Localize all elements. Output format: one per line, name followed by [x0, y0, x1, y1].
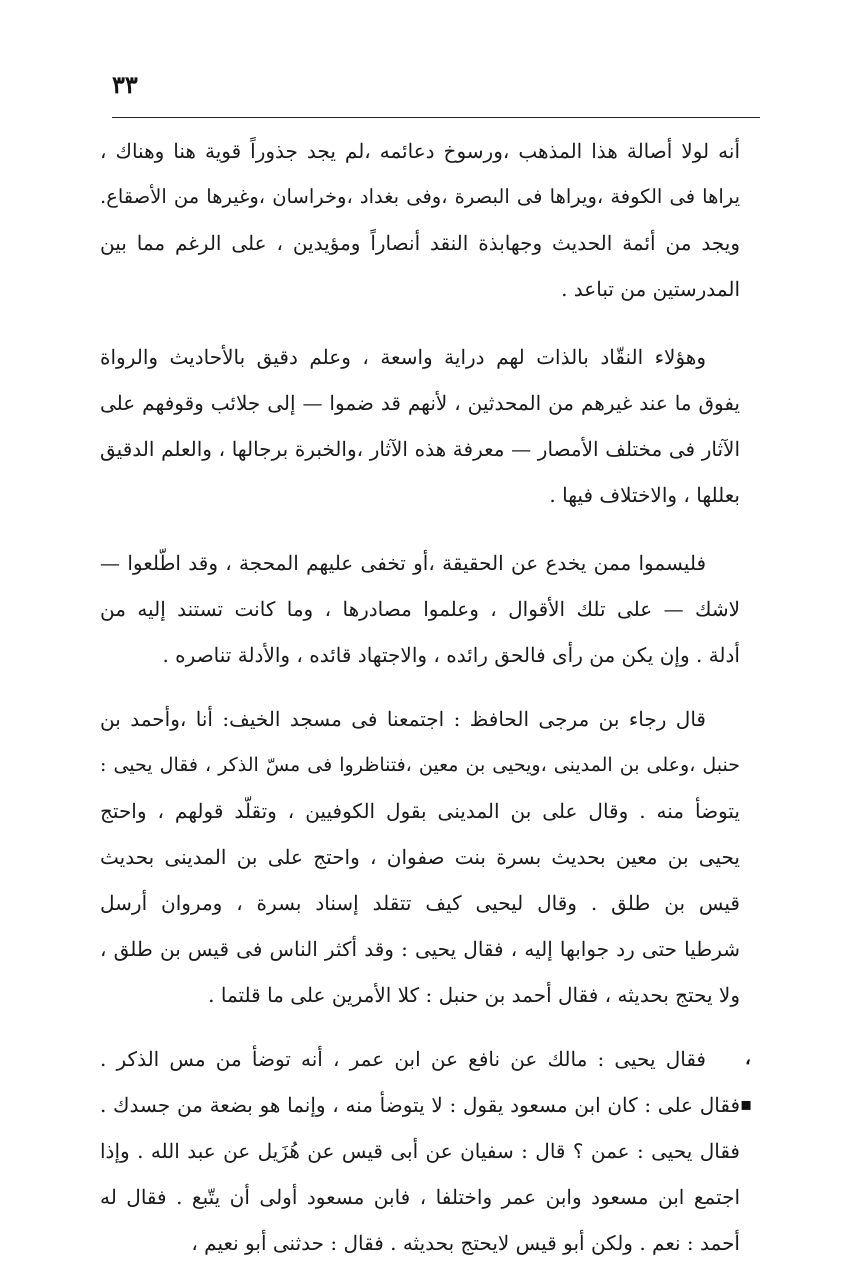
paragraph-gap [100, 312, 740, 334]
text-line: وهؤلاء النقّاد بالذات لهم دراية واسعة ، وعلم دقيق بالأحاديث والرواة [100, 345, 706, 369]
paragraph-gap [100, 518, 740, 540]
text-line: فقال يحيى : مالك عن نافع عن ابن عمر ، أنه توضأ من مس الذكر . [100, 1047, 706, 1071]
page-number: ٣٣ [112, 70, 138, 99]
text-line: يحيى بن معين بحديث بسرة بنت صفوان ، واحتج على بن المدينى بحديث [100, 845, 740, 869]
text-line: أدلة . وإن يكن من رأى فالحق رائده ، والاجتهاد قائده ، والأدلة تناصره . [162, 643, 740, 667]
text-line: ولا يحتج بحديثه ، فقال أحمد بن حنبل : كلا الأمرين على ما قلتما . [208, 983, 740, 1007]
paragraph-5 [100, 1036, 740, 1266]
text-line: المدرستين من تباعد . [561, 277, 740, 301]
text-line: فقال على : كان ابن مسعود يقول : لا يتوضأ منه ، وإنما هو بضعة من جسدك . [100, 1093, 740, 1117]
paragraph-4 [100, 696, 740, 1018]
text-line: قال رجاء بن مرجى الحافظ : اجتمعنا فى مسجد الخيف: أنا ،وأحمد بن [100, 707, 706, 731]
paragraph-2 [100, 334, 740, 518]
text-line: فقال يحيى : عمن ؟ قال : سفيان عن أبى قيس عن هُزَيل عن عبد الله . وإذا [100, 1139, 740, 1163]
text-line: لاشك — على تلك الأقوال ، وعلموا مصادرها ، وما كانت تستند إليه من [100, 597, 740, 621]
text-line: حنبل ،وعلى بن المدينى ،ويحيى بن معين ،فتناظروا فى مسّ الذكر ، فقال يحيى : [100, 754, 740, 776]
text-line: يتوضأ منه . وقال على بن المدينى بقول الكوفيين ، وتقلّد قولهم ، واحتج [100, 799, 740, 823]
header-rule [112, 117, 760, 118]
text-line: فليسموا ممن يخدع عن الحقيقة ،أو تخفى عليهم المحجة ، وقد اطّلعوا — [100, 551, 706, 575]
text-line: قيس بن طلق . وقال ليحيى كيف تتقلد إسناد بسرة ، ومروان أرسل [100, 891, 740, 915]
margin-mark: ، [745, 1048, 751, 1069]
paragraph-gap [100, 1018, 740, 1036]
text-line: أنه لولا أصالة هذا المذهب ،ورسوخ دعائمه ،لم يجد جذوراً قوية هنا وهناك ، [100, 139, 740, 163]
text-line: الآثار فى مختلف الأمصار — معرفة هذه الآثار ،والخبرة برجالها ، والعلم الدقيق [100, 437, 740, 461]
text-line: بعللها ، والاختلاف فيها . [549, 483, 740, 507]
paragraph-3 [100, 540, 740, 678]
text-line: يراها فى الكوفة ،ويراها فى البصرة ،وفى بغداد ،وخراسان ،وغيرها من الأصقاع. [100, 185, 740, 208]
text-line: أحمد : نعم . ولكن أبو قيس لايحتج بحديثه . فقال : حدثنى أبو نعيم ، [191, 1231, 740, 1255]
margin-mark: ▪ [740, 1094, 753, 1115]
text-line: يفوق ما عند غيرهم من المحدثين ، لأنهم قد ضموا — إلى جلائب وقوفهم على [100, 391, 740, 415]
text-line: ويجد من أئمة الحديث وجهابذة النقد أنصاراً ومؤيدين ، على الرغم مما بين [100, 231, 740, 255]
text-line: اجتمع ابن مسعود وابن عمر واختلفا ، فابن مسعود أولى أن يتّبع . فقال له [100, 1185, 740, 1209]
paragraph-gap [100, 678, 740, 696]
text-line: شرطيا حتى رد جوابها إليه ، فقال يحيى : وقد أكثر الناس فى قيس بن طلق ، [100, 937, 740, 961]
body-text [100, 128, 740, 1266]
paragraph-1 [100, 128, 740, 312]
